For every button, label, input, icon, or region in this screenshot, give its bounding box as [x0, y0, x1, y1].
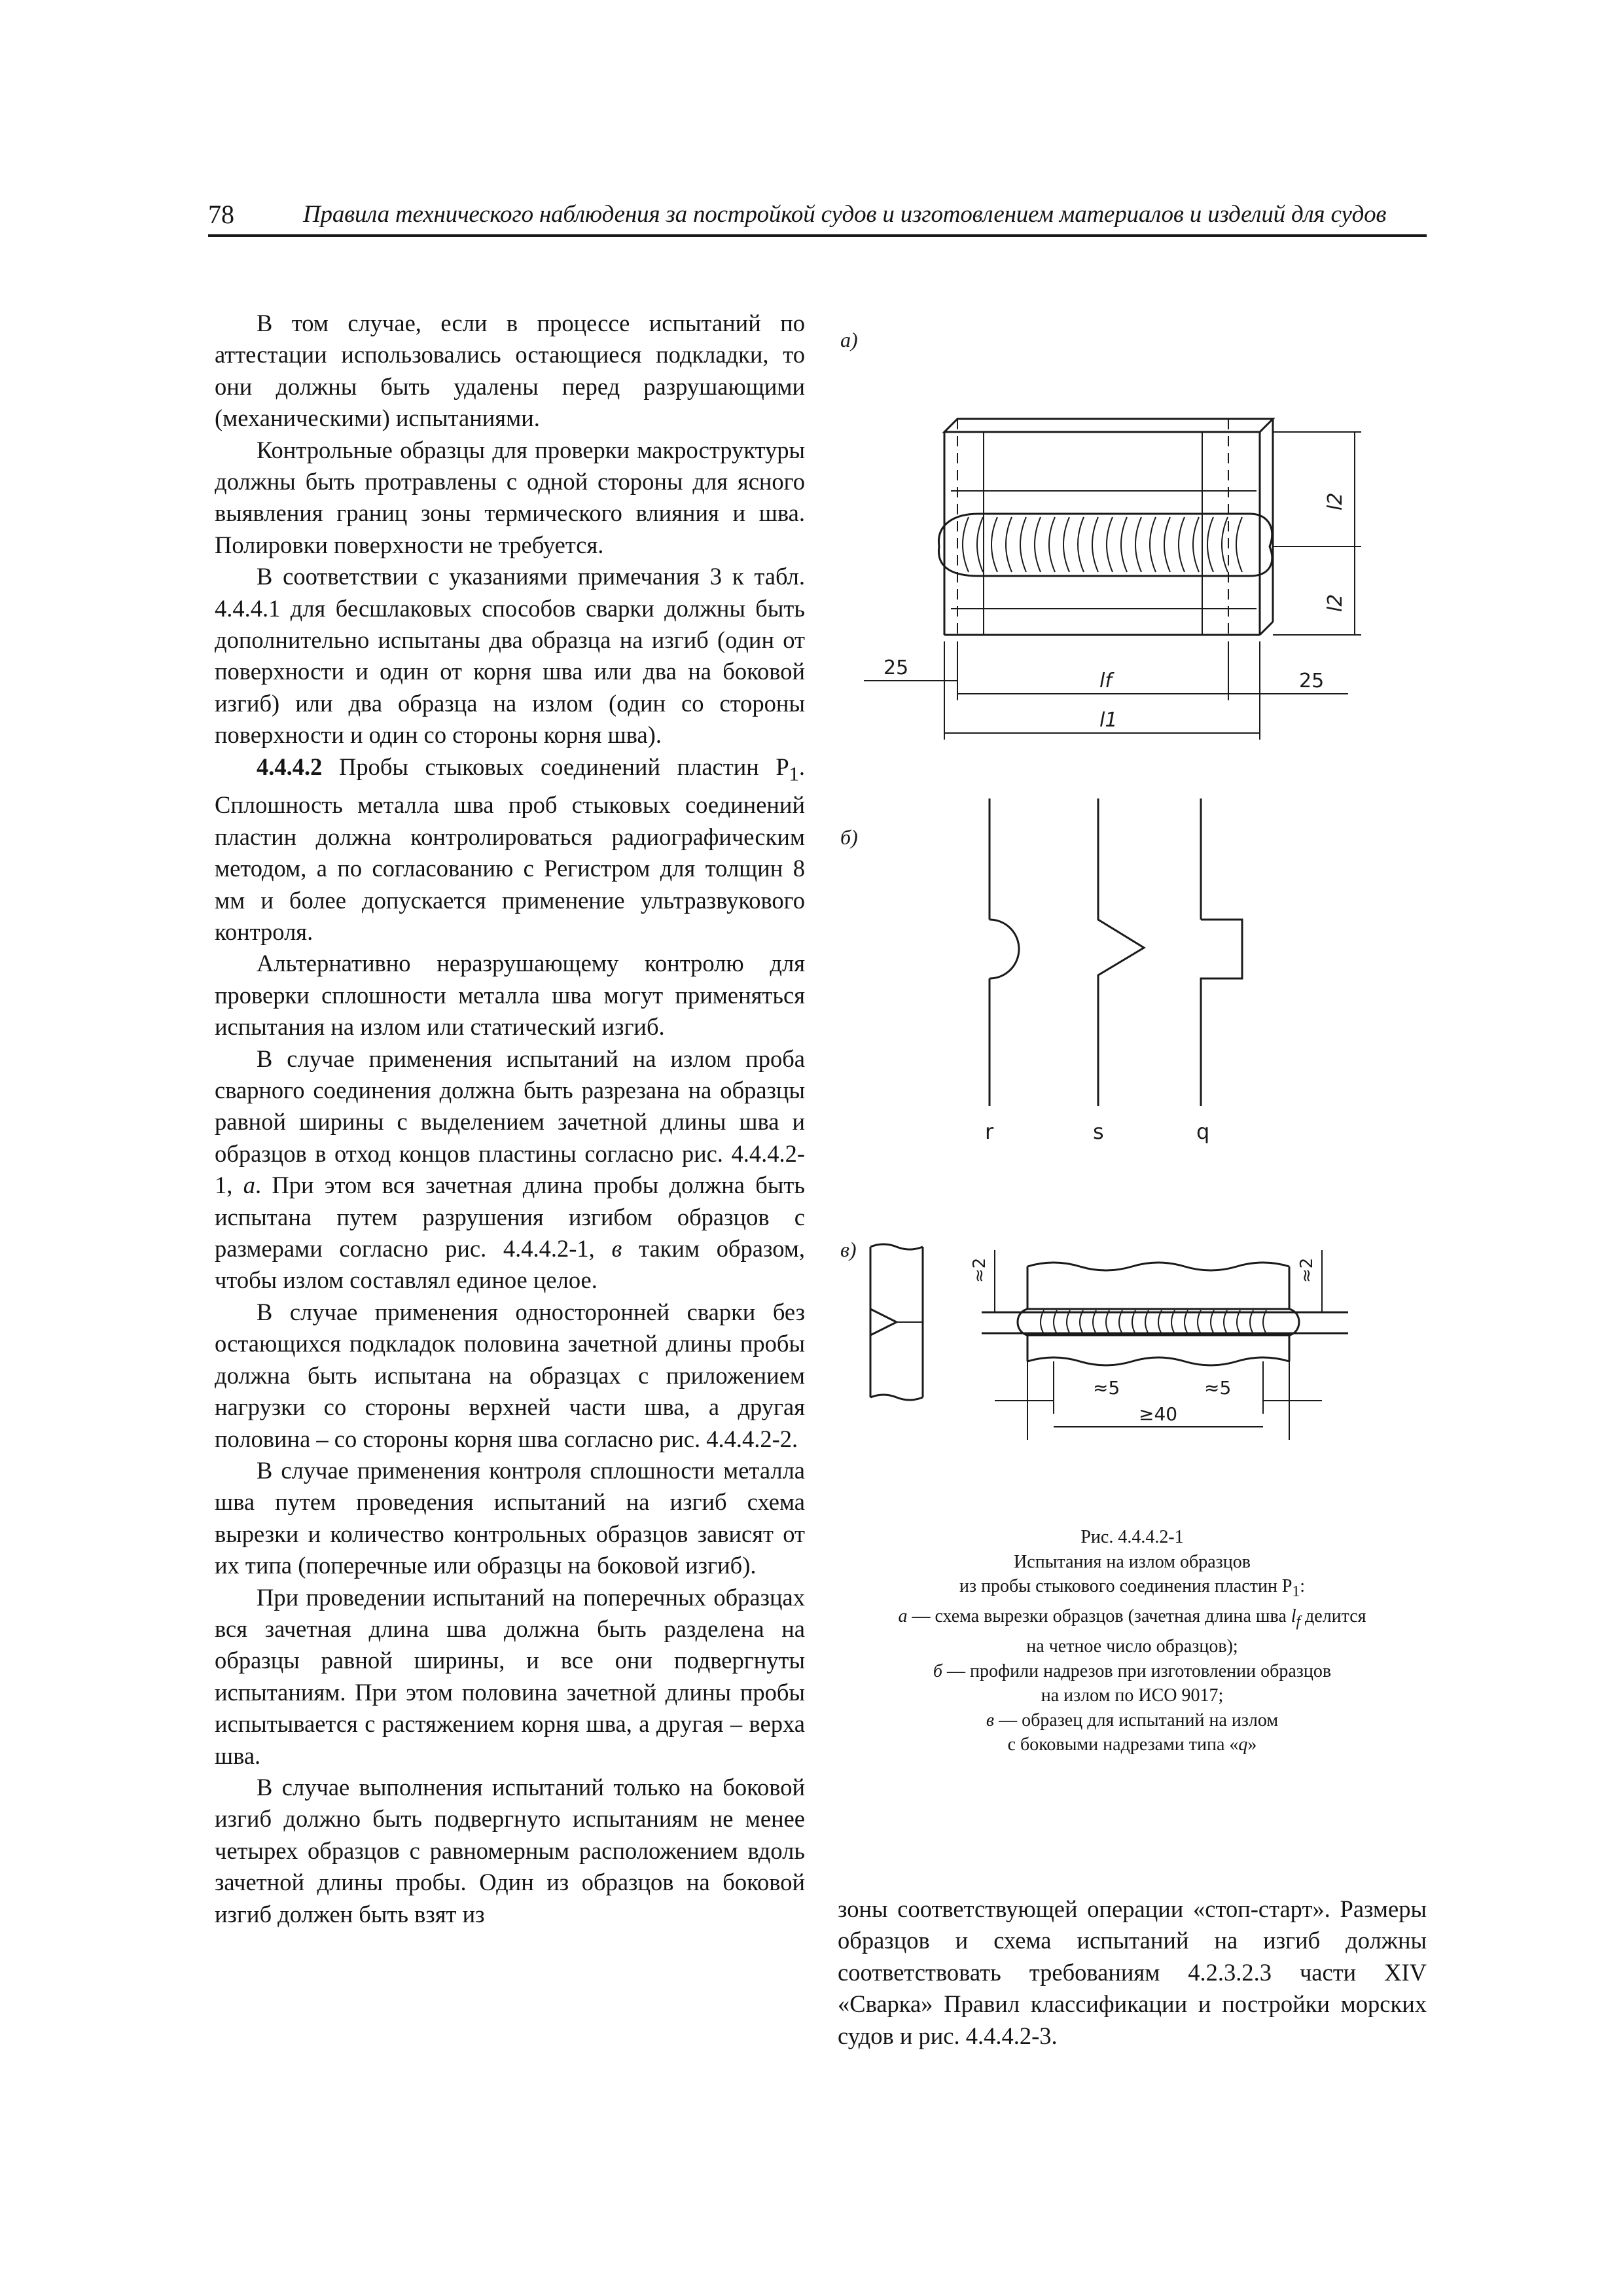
- figure-caption: [838, 1525, 1427, 1757]
- page-header: [208, 196, 1427, 237]
- dim-lf: lf: [1099, 670, 1112, 692]
- text: . При этом вся зачетная длина пробы должна быть испытана путем разрушения изгибом образцов с размерами согласно рис. 4.4.4.2-1,: [215, 1172, 805, 1263]
- dim-25-left: 25: [883, 656, 909, 679]
- text: — образец для испытаний на излом: [994, 1710, 1279, 1731]
- dim-l2-top: l2: [1324, 492, 1347, 511]
- paragraph: В случае применения контроля сплошности металла шва путем проведения испытаний на изгиб схема вырезки и количество контрольных образцов зависят от их типа (поперечные или образцы на боковой изгиб).: [215, 1456, 805, 1579]
- section-paragraph: [215, 751, 805, 948]
- running-title: Правила технического наблюдения за постройкой судов и изготовлением материалов и изделий для судов: [303, 201, 1387, 228]
- notch-label-s: s: [1093, 1119, 1104, 1144]
- text: таким образом, чтобы излом составлял единое целое.: [215, 1235, 805, 1294]
- dim-25-right: 25: [1299, 670, 1325, 692]
- paragraph-fig-ref: [215, 1043, 805, 1297]
- paragraph: При проведении испытаний на поперечных образцах вся зачетная длина шва должна быть разделена на образцы равной ширины, и все они подвергнуты испытаниям. При этом половина зачетной длины пробы испытывается с растяжением корня шва, а другая – верха шва.: [215, 1583, 805, 1769]
- dim-approx2-right: ≈2: [1297, 1257, 1317, 1283]
- text: из пробы стыкового соединения пластин P: [959, 1576, 1293, 1596]
- label: в: [986, 1710, 995, 1731]
- notch-label-q: q: [1196, 1119, 1210, 1144]
- subscript: 1: [1292, 1583, 1300, 1600]
- text: »: [1247, 1734, 1257, 1755]
- fig-ref-v: в: [611, 1235, 622, 1263]
- panel-label-b: б): [840, 825, 858, 849]
- paragraph: Контрольные образцы для проверки макроструктуры должны быть протравлены с одной стороны для ясного выявления границ зоны термического влияния и шва. Полировки поверхности не требуется.: [215, 436, 805, 558]
- section-title: Пробы стыковых соединений пластин P: [338, 753, 789, 780]
- dim-approx2-left: ≈2: [970, 1257, 990, 1283]
- dim-l2-bottom: l2: [1324, 594, 1347, 612]
- page-number: 78: [208, 200, 234, 229]
- dim-l1: l1: [1099, 709, 1118, 732]
- caption-v: [838, 1708, 1427, 1733]
- text: с боковыми надрезами типа «: [1007, 1734, 1239, 1755]
- label: б: [933, 1660, 943, 1681]
- notch-label-r: r: [985, 1119, 994, 1144]
- subscript: 1: [789, 762, 799, 785]
- label: а: [898, 1606, 908, 1627]
- dim-ge40: ≥40: [1139, 1403, 1178, 1425]
- punct: :: [1300, 1576, 1305, 1596]
- section-number: 4.4.4.2: [257, 753, 323, 780]
- caption-a: [838, 1604, 1427, 1634]
- section-text: Сплошность металла шва проб стыковых соединений пластин должна контролироваться радиографическим методом, а по согласованию с Регистром для толщин 8 мм и более допускается применение ультразвукового контроля.: [215, 791, 805, 946]
- panel-v-specimen-drawing: [870, 1244, 1348, 1440]
- text: — схема вырезки образцов (зачетная длина шва: [907, 1606, 1291, 1627]
- paragraph: Альтернативно неразрушающему контролю для проверки сплошности металла шва могут применяться испытания на излом или статический изгиб.: [215, 950, 805, 1041]
- paragraph: В случае выполнения испытаний только на боковой изгиб должно быть подвергнуто испытаниям не менее четырех образцов с равномерным расположением вдоль зачетной длины пробы. Один из образцов на боковой изгиб должен быть взят из: [215, 1773, 805, 1928]
- figure-drawing: [838, 314, 1427, 1558]
- paragraph-continuation: зоны соответствующей операции «стоп-старт». Размеры образцов и схема испытаний на изгиб должны соответствовать требованиям 4.2.3.2.3 части XIV «Сварка» Правил классификации и постройки морских судов и рис. 4.4.4.2-3.: [838, 1895, 1427, 2049]
- caption-b: [838, 1659, 1427, 1684]
- caption-v-cont: [838, 1732, 1427, 1757]
- panel-label-v: в): [840, 1238, 857, 1261]
- text: — профили надрезов при изготовлении образцов: [942, 1660, 1332, 1681]
- symbol: l: [1291, 1606, 1296, 1627]
- caption-title: Рис. 4.4.4.2-1: [1080, 1527, 1184, 1547]
- paragraph: В том случае, если в процессе испытаний по аттестации использовались остающиеся подкладки, то они должны быть удалены перед разрушающими (механическими) испытаниями.: [215, 310, 805, 432]
- paragraph: В соответствии с указаниями примечания 3 к табл. 4.4.4.1 для бесшлаковых способов сварки должны быть дополнительно испытаны два образца на изгиб (один от поверхности и один от корня шва или два на боковой изгиб) или два образца на излом (один со стороны поверхности и один со стороны корня шва).: [215, 563, 805, 749]
- text: делится: [1300, 1606, 1366, 1627]
- caption-line2: [838, 1574, 1427, 1604]
- caption-b-cont: на излом по ИСО 9017;: [1041, 1685, 1224, 1706]
- text: В случае применения испытаний на излом проба сварного соединения должна быть разрезана на образцы равной ширины с выделением зачетной длины шва и образцов в отход концов пластины согласно рис. 4.4.4.2-1,: [215, 1045, 805, 1199]
- panel-label-a: а): [840, 328, 858, 351]
- paragraph: В случае применения односторонней сварки без остающихся подкладок половина зачетной длины пробы должна быть испытана на образцах с приложением нагрузки со стороны верхней части шва, а другая половина – со стороны корня шва согласно рис. 4.4.4.2-2.: [215, 1298, 805, 1452]
- subscript: f: [1296, 1613, 1301, 1630]
- punct: .: [798, 753, 805, 780]
- panel-a-specimen-drawing: [864, 419, 1361, 740]
- left-column: [215, 308, 805, 1930]
- fig-ref-a: а: [243, 1172, 255, 1199]
- symbol: q: [1238, 1734, 1248, 1755]
- dim-approx5-left: ≈5: [1093, 1377, 1120, 1399]
- caption-line1: Испытания на излом образцов: [1014, 1551, 1251, 1572]
- caption-a-cont: на четное число образцов);: [1026, 1636, 1238, 1657]
- right-column-text: [838, 1893, 1427, 2052]
- dim-approx5-right: ≈5: [1204, 1377, 1232, 1399]
- panel-b-notch-profiles: [990, 798, 1242, 1106]
